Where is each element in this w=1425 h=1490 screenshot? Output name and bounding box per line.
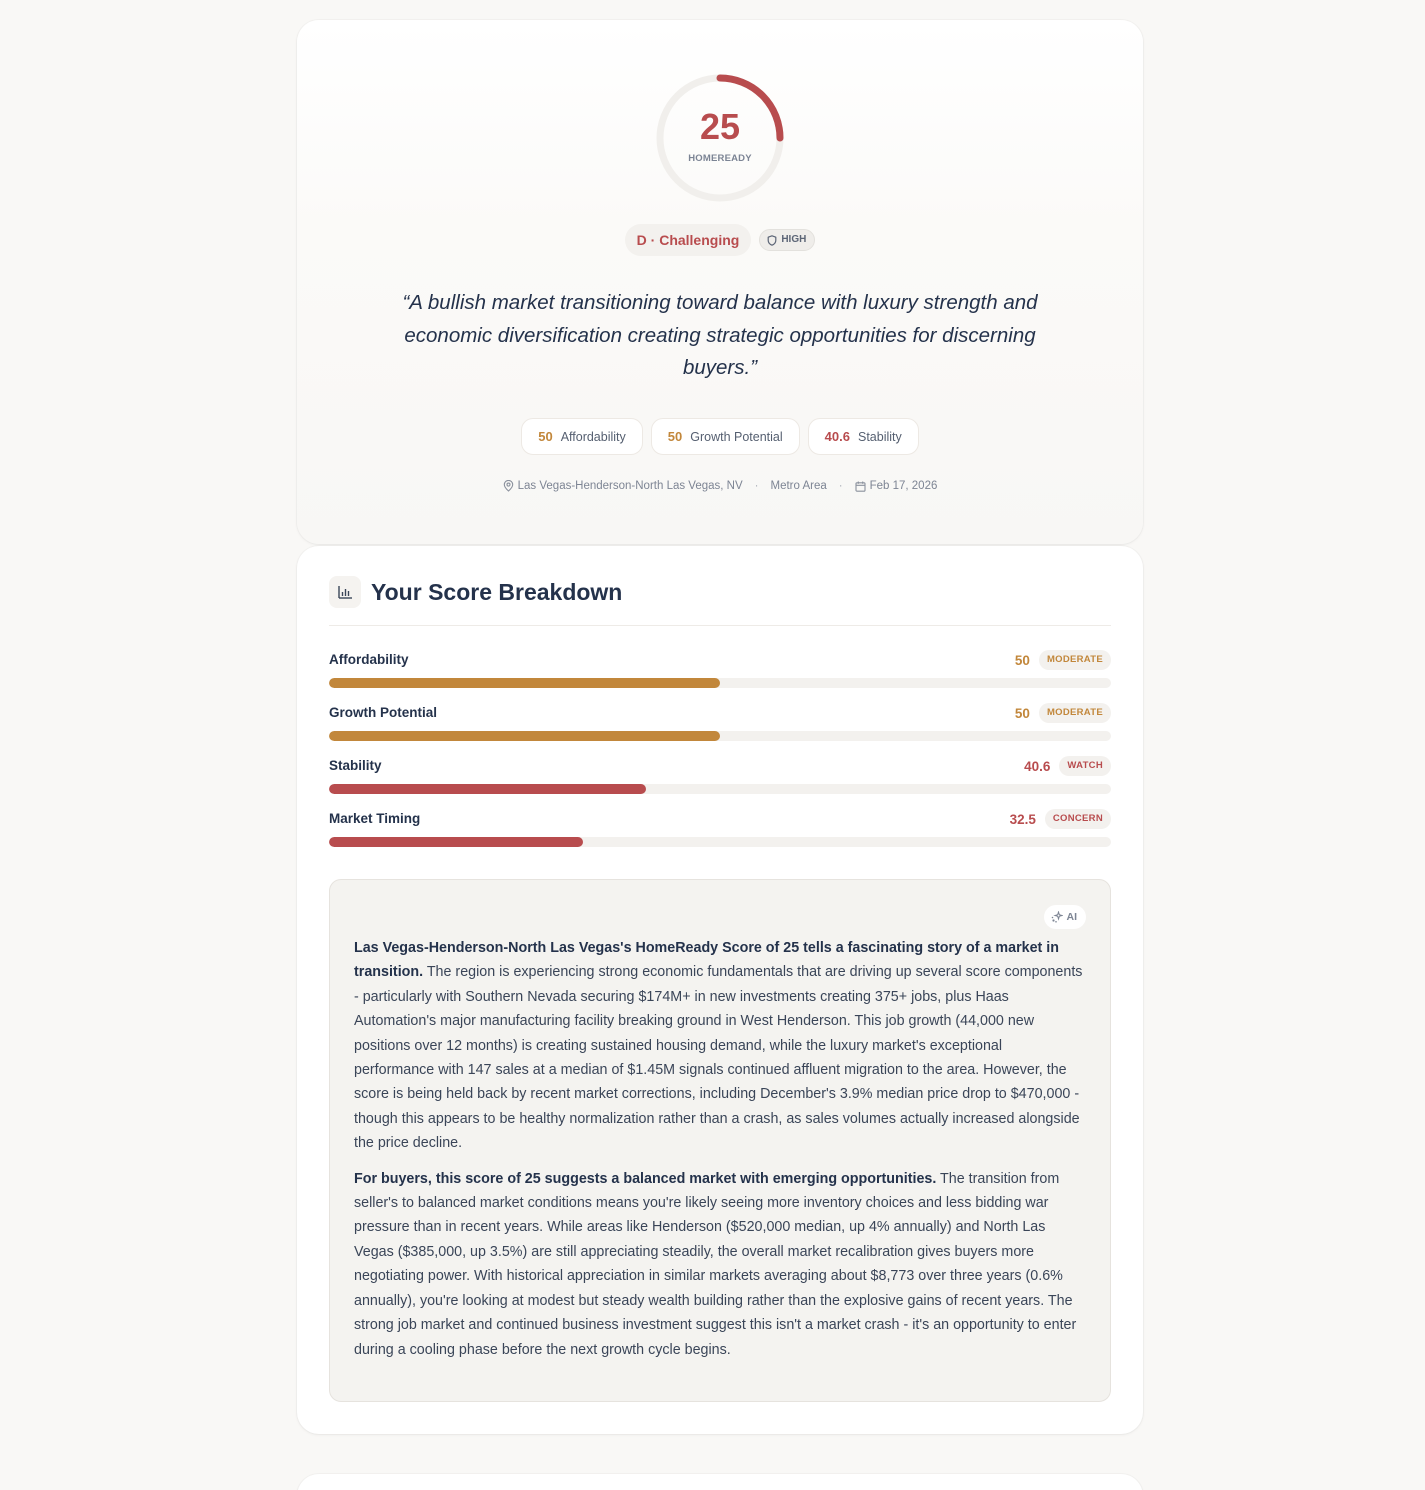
pill-value: 50 [538,429,553,444]
status-badge: WATCH [1059,756,1111,776]
breakdown-title: Your Score Breakdown [371,579,623,605]
pill-value: 40.6 [824,429,850,444]
row-label: Market Timing [329,811,421,826]
paragraph-lead: For buyers, this score of 25 suggests a balanced market with emerging opportunities. [354,1170,937,1187]
ai-summary-paragraph [354,1167,1086,1362]
ai-badge-label: AI [1066,911,1077,923]
confidence-badge [759,229,815,251]
area-type: Metro Area [770,480,827,492]
paragraph-body: The region is experiencing strong economic fundamentals that are driving up several score components - particularly with Southern Nevada securing $174M+ in new investments creating 375+ jobs, plus Haas Automation's major manufacturing facility breaking ground in West Henderson. This job growth (44,000 new positions over 12 months) is creating sustained housing demand, while the luxury market's exceptional performance with 147 sales at a median of $1.45M signals continued affluent migration to the area. However, the score is being held back by recent market corrections, including December's 3.9% median price drop to $470,000 - though this appears to be healthy normalization rather than a crash, as sales volumes actually increased alongside the price decline. [354,964,1083,1152]
date-text: Feb 17, 2026 [869,480,938,492]
progress-track [329,784,1111,794]
ai-summary-panel [329,879,1111,1402]
breakdown-row-stability [329,756,1111,809]
meta-separator: · [838,480,843,492]
score-label: HOMEREADY [688,153,752,164]
pill-label: Growth Potential [690,429,783,444]
row-value: 50 [1014,652,1030,668]
progress-track [329,731,1111,741]
location-text: Las Vegas-Henderson-North Las Vegas, NV [517,480,743,492]
progress-fill [329,784,646,794]
badge-row [297,224,1143,256]
progress-track [329,678,1111,688]
pill-stability [808,418,919,455]
breakdown-row-market-timing [329,809,1111,862]
progress-fill [329,731,720,741]
meta-location [503,480,743,492]
pill-value: 50 [667,429,683,444]
status-badge: MODERATE [1039,650,1111,670]
ai-badge [1044,905,1087,929]
breakdown-row-growth-potential [329,703,1111,756]
pill-label: Affordability [560,429,626,444]
score-value: 25 [699,106,741,147]
pill-growth-potential [651,418,800,455]
grade-badge: D · Challenging [625,224,752,256]
ai-summary-paragraph [354,936,1086,1156]
shield-icon [767,235,777,246]
meta-date [855,480,938,492]
score-gauge [654,72,786,204]
status-badge: CONCERN [1045,809,1111,829]
status-badge: MODERATE [1039,703,1111,723]
score-breakdown-card [297,546,1143,1434]
row-label: Stability [329,758,382,773]
bar-chart-icon [329,576,361,608]
pill-label: Stability [857,429,902,444]
paragraph-body: The transition from seller's to balanced market conditions means you're likely seeing more inventory choices and less bidding war pressure than in recent years. While areas like Henderson ($520,000 median, up 4% annually) and North Las Vegas ($385,000, up 3.5%) are still appreciating steadily, the overall market recalibration gives buyers more negotiating power. With historical appreciation in similar markets averaging about $8,773 over three years (0.6% annually), you're looking at modest but steady wealth building rather than the explosive gains of recent years. The strong job market and continued business investment suggest this isn't a market crash - it's an opportunity to enter during a cooling phase before the next growth cycle begins. [354,1170,1077,1358]
breakdown-header [329,576,1111,626]
pill-affordability [521,418,643,455]
meta-row [297,480,1143,492]
row-label: Growth Potential [329,705,437,720]
progress-track [329,837,1111,847]
next-section-card [297,1474,1143,1490]
progress-fill [329,678,720,688]
score-pills [297,418,1143,455]
row-value: 32.5 [1009,811,1036,827]
breakdown-row-affordability [329,650,1111,703]
paragraph-lead: Las Vegas-Henderson-North Las Vegas's HomeReady Score of 25 tells a fascinating story of a market in transition. [354,940,1059,981]
confidence-label: HIGH [781,234,807,245]
calendar-icon [855,481,866,492]
meta-separator: · [754,480,759,492]
row-label: Affordability [329,652,409,667]
score-hero-card [297,20,1143,544]
sparkle-icon [1051,911,1063,923]
market-quote: “A bullish market transitioning toward balance with luxury strength and economic diversification creating strategic opportunities for discerning buyers.” [402,291,1038,379]
row-value: 50 [1014,705,1030,721]
progress-fill [329,837,583,847]
breakdown-rows [329,650,1111,862]
row-value: 40.6 [1024,758,1051,774]
map-pin-icon [503,480,514,492]
